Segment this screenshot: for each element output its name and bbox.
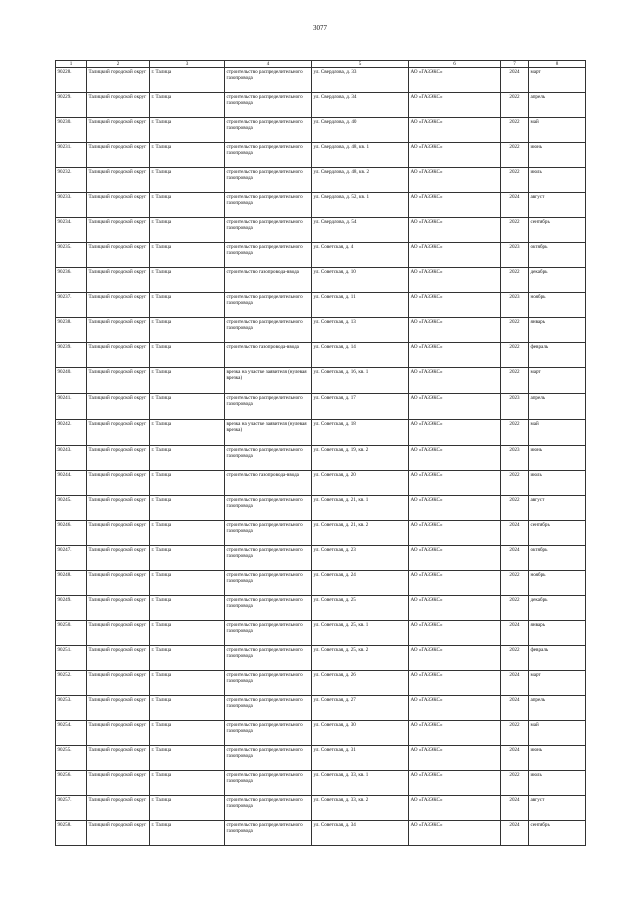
work-type-cell: строительство распределительного газопровода: [225, 696, 312, 721]
work-type-cell: строительство распределительного газопровода: [225, 721, 312, 746]
address-cell: ул. Советская, д. 20: [312, 471, 409, 496]
settlement-cell: г. Талица: [150, 621, 225, 646]
settlement-cell: г. Талица: [150, 546, 225, 571]
month-cell: март: [529, 671, 586, 696]
column-header-6: 6: [409, 61, 501, 68]
year-cell: 2023: [501, 394, 529, 420]
settlement-cell: г. Талица: [150, 193, 225, 218]
municipality-cell: Талицкий городской округ: [87, 521, 150, 546]
year-cell: 2023: [501, 293, 529, 318]
work-type-cell: строительство распределительного газопровода: [225, 293, 312, 318]
work-type-cell: строительство газопровода-ввода: [225, 471, 312, 496]
year-cell: 2022: [501, 646, 529, 671]
settlement-cell: г. Талица: [150, 771, 225, 796]
year-cell: 2024: [501, 696, 529, 721]
settlement-cell: г. Талица: [150, 746, 225, 771]
municipality-cell: Талицкий городской округ: [87, 771, 150, 796]
organization-cell: АО «ГАЗЭКС»: [409, 496, 501, 521]
organization-cell: АО «ГАЗЭКС»: [409, 471, 501, 496]
municipality-cell: Талицкий городской округ: [87, 368, 150, 394]
address-cell: ул. Свердлова, д. 40: [312, 118, 409, 143]
table-row: [56, 143, 586, 168]
address-cell: ул. Советская, д. 30: [312, 721, 409, 746]
organization-cell: АО «ГАЗЭКС»: [409, 746, 501, 771]
month-cell: март: [529, 68, 586, 93]
organization-cell: АО «ГАЗЭКС»: [409, 368, 501, 394]
municipality-cell: Талицкий городской округ: [87, 546, 150, 571]
settlement-cell: г. Талица: [150, 721, 225, 746]
organization-cell: АО «ГАЗЭКС»: [409, 446, 501, 471]
year-cell: 2024: [501, 821, 529, 846]
row-number-cell: 90252.: [56, 671, 87, 696]
row-number-cell: 90243.: [56, 446, 87, 471]
municipality-cell: Талицкий городской округ: [87, 343, 150, 368]
month-cell: июль: [529, 771, 586, 796]
municipality-cell: Талицкий городской округ: [87, 746, 150, 771]
work-type-cell: строительство распределительного газопровода: [225, 596, 312, 621]
settlement-cell: г. Талица: [150, 68, 225, 93]
table-row: [56, 68, 586, 93]
work-type-cell: строительство распределительного газопровода: [225, 821, 312, 846]
settlement-cell: г. Талица: [150, 471, 225, 496]
work-type-cell: строительство распределительного газопровода: [225, 318, 312, 343]
table-row: [56, 243, 586, 268]
month-cell: октябрь: [529, 546, 586, 571]
organization-cell: АО «ГАЗЭКС»: [409, 771, 501, 796]
year-cell: 2022: [501, 471, 529, 496]
month-cell: январь: [529, 318, 586, 343]
month-cell: апрель: [529, 93, 586, 118]
municipality-cell: Талицкий городской округ: [87, 293, 150, 318]
work-type-cell: строительство распределительного газопровода: [225, 546, 312, 571]
table-row: [56, 93, 586, 118]
settlement-cell: г. Талица: [150, 168, 225, 193]
table-row: [56, 571, 586, 596]
address-cell: ул. Советская, д. 18: [312, 420, 409, 446]
row-number-cell: 90235.: [56, 243, 87, 268]
organization-cell: АО «ГАЗЭКС»: [409, 93, 501, 118]
month-cell: февраль: [529, 343, 586, 368]
row-number-cell: 90229.: [56, 93, 87, 118]
address-cell: ул. Советская, д. 33, кв. 2: [312, 796, 409, 821]
settlement-cell: г. Талица: [150, 218, 225, 243]
settlement-cell: г. Талица: [150, 118, 225, 143]
year-cell: 2024: [501, 68, 529, 93]
row-number-cell: 90233.: [56, 193, 87, 218]
month-cell: март: [529, 368, 586, 394]
work-type-cell: строительство распределительного газопровода: [225, 746, 312, 771]
municipality-cell: Талицкий городской округ: [87, 243, 150, 268]
month-cell: август: [529, 193, 586, 218]
organization-cell: АО «ГАЗЭКС»: [409, 721, 501, 746]
year-cell: 2024: [501, 546, 529, 571]
year-cell: 2023: [501, 243, 529, 268]
organization-cell: АО «ГАЗЭКС»: [409, 394, 501, 420]
row-number-cell: 90238.: [56, 318, 87, 343]
organization-cell: АО «ГАЗЭКС»: [409, 218, 501, 243]
address-cell: ул. Свердлова, д. 52, кв. 1: [312, 193, 409, 218]
row-number-cell: 90257.: [56, 796, 87, 821]
organization-cell: АО «ГАЗЭКС»: [409, 796, 501, 821]
table-row: [56, 293, 586, 318]
month-cell: август: [529, 796, 586, 821]
year-cell: 2024: [501, 796, 529, 821]
row-number-cell: 90242.: [56, 420, 87, 446]
address-cell: ул. Советская, д. 24: [312, 571, 409, 596]
address-cell: ул. Советская, д. 26: [312, 671, 409, 696]
row-number-cell: 90234.: [56, 218, 87, 243]
organization-cell: АО «ГАЗЭКС»: [409, 118, 501, 143]
year-cell: 2022: [501, 343, 529, 368]
settlement-cell: г. Талица: [150, 343, 225, 368]
municipality-cell: Талицкий городской округ: [87, 143, 150, 168]
organization-cell: АО «ГАЗЭКС»: [409, 546, 501, 571]
organization-cell: АО «ГАЗЭКС»: [409, 821, 501, 846]
table-row: [56, 168, 586, 193]
row-number-cell: 90250.: [56, 621, 87, 646]
row-number-cell: 90258.: [56, 821, 87, 846]
year-cell: 2022: [501, 420, 529, 446]
row-number-cell: 90246.: [56, 521, 87, 546]
municipality-cell: Талицкий городской округ: [87, 721, 150, 746]
table-row: [56, 771, 586, 796]
municipality-cell: Талицкий городской округ: [87, 696, 150, 721]
month-cell: апрель: [529, 696, 586, 721]
column-header-1: 1: [56, 61, 87, 68]
table-row: [56, 343, 586, 368]
table-row: [56, 318, 586, 343]
row-number-cell: 90244.: [56, 471, 87, 496]
address-cell: ул. Свердлова, д. 34: [312, 93, 409, 118]
column-header-2: 2: [87, 61, 150, 68]
year-cell: 2022: [501, 218, 529, 243]
municipality-cell: Талицкий городской округ: [87, 621, 150, 646]
settlement-cell: г. Талица: [150, 596, 225, 621]
month-cell: июль: [529, 471, 586, 496]
organization-cell: АО «ГАЗЭКС»: [409, 68, 501, 93]
settlement-cell: г. Талица: [150, 821, 225, 846]
row-number-cell: 90230.: [56, 118, 87, 143]
address-cell: ул. Советская, д. 21, кв. 2: [312, 521, 409, 546]
municipality-cell: Талицкий городской округ: [87, 268, 150, 293]
year-cell: 2022: [501, 318, 529, 343]
address-cell: ул. Свердлова, д. 54: [312, 218, 409, 243]
organization-cell: АО «ГАЗЭКС»: [409, 646, 501, 671]
row-number-cell: 90240.: [56, 368, 87, 394]
month-cell: ноябрь: [529, 571, 586, 596]
year-cell: 2022: [501, 268, 529, 293]
organization-cell: АО «ГАЗЭКС»: [409, 521, 501, 546]
settlement-cell: г. Талица: [150, 496, 225, 521]
address-cell: ул. Советская, д. 11: [312, 293, 409, 318]
month-cell: июль: [529, 168, 586, 193]
settlement-cell: г. Талица: [150, 293, 225, 318]
address-cell: ул. Советская, д. 10: [312, 268, 409, 293]
month-cell: декабрь: [529, 268, 586, 293]
municipality-cell: Талицкий городской округ: [87, 821, 150, 846]
table-row: [56, 420, 586, 446]
address-cell: ул. Советская, д. 27: [312, 696, 409, 721]
column-header-4: 4: [225, 61, 312, 68]
address-cell: ул. Советская, д. 13: [312, 318, 409, 343]
organization-cell: АО «ГАЗЭКС»: [409, 168, 501, 193]
municipality-cell: Талицкий городской округ: [87, 118, 150, 143]
settlement-cell: г. Талица: [150, 268, 225, 293]
work-type-cell: строительство распределительного газопровода: [225, 218, 312, 243]
year-cell: 2024: [501, 746, 529, 771]
row-number-cell: 90245.: [56, 496, 87, 521]
table-row: [56, 521, 586, 546]
municipality-cell: Талицкий городской округ: [87, 93, 150, 118]
settlement-cell: г. Талица: [150, 93, 225, 118]
work-type-cell: врезка на участке заявителя (нулевая врезка): [225, 420, 312, 446]
settlement-cell: г. Талица: [150, 671, 225, 696]
table-row: [56, 696, 586, 721]
year-cell: 2022: [501, 771, 529, 796]
work-type-cell: строительство распределительного газопровода: [225, 646, 312, 671]
settlement-cell: г. Талица: [150, 318, 225, 343]
settlement-cell: г. Талица: [150, 368, 225, 394]
work-type-cell: строительство распределительного газопровода: [225, 446, 312, 471]
row-number-cell: 90251.: [56, 646, 87, 671]
work-type-cell: строительство распределительного газопровода: [225, 118, 312, 143]
column-header-3: 3: [150, 61, 225, 68]
row-number-cell: 90239.: [56, 343, 87, 368]
month-cell: июнь: [529, 446, 586, 471]
organization-cell: АО «ГАЗЭКС»: [409, 420, 501, 446]
table-row: [56, 596, 586, 621]
gas-pipeline-table: [55, 60, 586, 846]
month-cell: апрель: [529, 394, 586, 420]
work-type-cell: строительство газопровода-ввода: [225, 343, 312, 368]
year-cell: 2022: [501, 168, 529, 193]
year-cell: 2022: [501, 93, 529, 118]
settlement-cell: г. Талица: [150, 571, 225, 596]
row-number-cell: 90247.: [56, 546, 87, 571]
table-row: [56, 394, 586, 420]
municipality-cell: Талицкий городской округ: [87, 193, 150, 218]
table-row: [56, 721, 586, 746]
row-number-cell: 90236.: [56, 268, 87, 293]
work-type-cell: строительство распределительного газопровода: [225, 796, 312, 821]
municipality-cell: Талицкий городской округ: [87, 471, 150, 496]
year-cell: 2024: [501, 621, 529, 646]
table-row: [56, 118, 586, 143]
column-header-8: 8: [529, 61, 586, 68]
address-cell: ул. Советская, д. 25, кв. 1: [312, 621, 409, 646]
municipality-cell: Талицкий городской округ: [87, 420, 150, 446]
work-type-cell: строительство распределительного газопровода: [225, 243, 312, 268]
month-cell: сентябрь: [529, 521, 586, 546]
work-type-cell: строительство распределительного газопровода: [225, 93, 312, 118]
address-cell: ул. Советская, д. 19, кв. 2: [312, 446, 409, 471]
table-row: [56, 193, 586, 218]
work-type-cell: строительство распределительного газопровода: [225, 496, 312, 521]
year-cell: 2024: [501, 521, 529, 546]
address-cell: ул. Свердлова, д. 48, кв. 1: [312, 143, 409, 168]
work-type-cell: строительство распределительного газопровода: [225, 68, 312, 93]
row-number-cell: 90232.: [56, 168, 87, 193]
municipality-cell: Талицкий городской округ: [87, 571, 150, 596]
year-cell: 2022: [501, 143, 529, 168]
table-body: [56, 68, 586, 846]
address-cell: ул. Советская, д. 16, кв. 1: [312, 368, 409, 394]
organization-cell: АО «ГАЗЭКС»: [409, 696, 501, 721]
organization-cell: АО «ГАЗЭКС»: [409, 621, 501, 646]
organization-cell: АО «ГАЗЭКС»: [409, 343, 501, 368]
address-cell: ул. Советская, д. 23: [312, 546, 409, 571]
work-type-cell: строительство газопровода-ввода: [225, 268, 312, 293]
header-row: [56, 61, 586, 68]
table-row: [56, 446, 586, 471]
organization-cell: АО «ГАЗЭКС»: [409, 596, 501, 621]
month-cell: июнь: [529, 746, 586, 771]
organization-cell: АО «ГАЗЭКС»: [409, 318, 501, 343]
year-cell: 2022: [501, 118, 529, 143]
municipality-cell: Талицкий городской округ: [87, 168, 150, 193]
table-row: [56, 368, 586, 394]
municipality-cell: Талицкий городской округ: [87, 671, 150, 696]
month-cell: январь: [529, 621, 586, 646]
settlement-cell: г. Талица: [150, 420, 225, 446]
work-type-cell: строительство распределительного газопровода: [225, 571, 312, 596]
column-header-5: 5: [312, 61, 409, 68]
settlement-cell: г. Талица: [150, 796, 225, 821]
year-cell: 2022: [501, 721, 529, 746]
year-cell: 2023: [501, 446, 529, 471]
month-cell: июнь: [529, 143, 586, 168]
settlement-cell: г. Талица: [150, 446, 225, 471]
row-number-cell: 90231.: [56, 143, 87, 168]
month-cell: август: [529, 496, 586, 521]
address-cell: ул. Советская, д. 34: [312, 821, 409, 846]
row-number-cell: 90253.: [56, 696, 87, 721]
work-type-cell: строительство распределительного газопровода: [225, 671, 312, 696]
year-cell: 2022: [501, 368, 529, 394]
work-type-cell: врезка на участке заявителя (нулевая врезка): [225, 368, 312, 394]
address-cell: ул. Свердлова, д. 33: [312, 68, 409, 93]
month-cell: май: [529, 118, 586, 143]
address-cell: ул. Советская, д. 4: [312, 243, 409, 268]
organization-cell: АО «ГАЗЭКС»: [409, 268, 501, 293]
municipality-cell: Талицкий городской округ: [87, 646, 150, 671]
work-type-cell: строительство распределительного газопровода: [225, 621, 312, 646]
settlement-cell: г. Талица: [150, 143, 225, 168]
table-row: [56, 746, 586, 771]
municipality-cell: Талицкий городской округ: [87, 218, 150, 243]
address-cell: ул. Советская, д. 21, кв. 1: [312, 496, 409, 521]
table-row: [56, 821, 586, 846]
address-cell: ул. Советская, д. 17: [312, 394, 409, 420]
year-cell: 2022: [501, 496, 529, 521]
organization-cell: АО «ГАЗЭКС»: [409, 671, 501, 696]
year-cell: 2024: [501, 193, 529, 218]
work-type-cell: строительство распределительного газопровода: [225, 193, 312, 218]
municipality-cell: Талицкий городской округ: [87, 446, 150, 471]
organization-cell: АО «ГАЗЭКС»: [409, 193, 501, 218]
municipality-cell: Талицкий городской округ: [87, 596, 150, 621]
table-row: [56, 268, 586, 293]
table-row: [56, 646, 586, 671]
organization-cell: АО «ГАЗЭКС»: [409, 143, 501, 168]
row-number-cell: 90248.: [56, 571, 87, 596]
row-number-cell: 90255.: [56, 746, 87, 771]
work-type-cell: строительство распределительного газопровода: [225, 143, 312, 168]
table-row: [56, 671, 586, 696]
row-number-cell: 90249.: [56, 596, 87, 621]
year-cell: 2022: [501, 596, 529, 621]
work-type-cell: строительство распределительного газопровода: [225, 168, 312, 193]
settlement-cell: г. Талица: [150, 696, 225, 721]
row-number-cell: 90228.: [56, 68, 87, 93]
settlement-cell: г. Талица: [150, 394, 225, 420]
address-cell: ул. Свердлова, д. 48, кв. 2: [312, 168, 409, 193]
month-cell: декабрь: [529, 596, 586, 621]
month-cell: февраль: [529, 646, 586, 671]
settlement-cell: г. Талица: [150, 646, 225, 671]
municipality-cell: Талицкий городской округ: [87, 796, 150, 821]
address-cell: ул. Советская, д. 31: [312, 746, 409, 771]
address-cell: ул. Советская, д. 25, кв. 2: [312, 646, 409, 671]
table-row: [56, 621, 586, 646]
row-number-cell: 90256.: [56, 771, 87, 796]
address-cell: ул. Советская, д. 33, кв. 1: [312, 771, 409, 796]
settlement-cell: г. Талица: [150, 243, 225, 268]
settlement-cell: г. Талица: [150, 521, 225, 546]
municipality-cell: Талицкий городской округ: [87, 496, 150, 521]
address-cell: ул. Советская, д. 14: [312, 343, 409, 368]
page-number: 3077: [313, 24, 327, 32]
table-row: [56, 496, 586, 521]
year-cell: 2024: [501, 671, 529, 696]
address-cell: ул. Советская, д. 25: [312, 596, 409, 621]
municipality-cell: Талицкий городской округ: [87, 68, 150, 93]
month-cell: май: [529, 420, 586, 446]
municipality-cell: Талицкий городской округ: [87, 318, 150, 343]
month-cell: сентябрь: [529, 821, 586, 846]
column-header-7: 7: [501, 61, 529, 68]
row-number-cell: 90254.: [56, 721, 87, 746]
municipality-cell: Талицкий городской округ: [87, 394, 150, 420]
organization-cell: АО «ГАЗЭКС»: [409, 293, 501, 318]
month-cell: сентябрь: [529, 218, 586, 243]
work-type-cell: строительство распределительного газопровода: [225, 521, 312, 546]
work-type-cell: строительство распределительного газопровода: [225, 394, 312, 420]
row-number-cell: 90241.: [56, 394, 87, 420]
month-cell: ноябрь: [529, 293, 586, 318]
table-row: [56, 218, 586, 243]
organization-cell: АО «ГАЗЭКС»: [409, 571, 501, 596]
table-row: [56, 546, 586, 571]
organization-cell: АО «ГАЗЭКС»: [409, 243, 501, 268]
month-cell: октябрь: [529, 243, 586, 268]
table-row: [56, 796, 586, 821]
month-cell: май: [529, 721, 586, 746]
table-row: [56, 471, 586, 496]
row-number-cell: 90237.: [56, 293, 87, 318]
year-cell: 2022: [501, 571, 529, 596]
work-type-cell: строительство распределительного газопровода: [225, 771, 312, 796]
